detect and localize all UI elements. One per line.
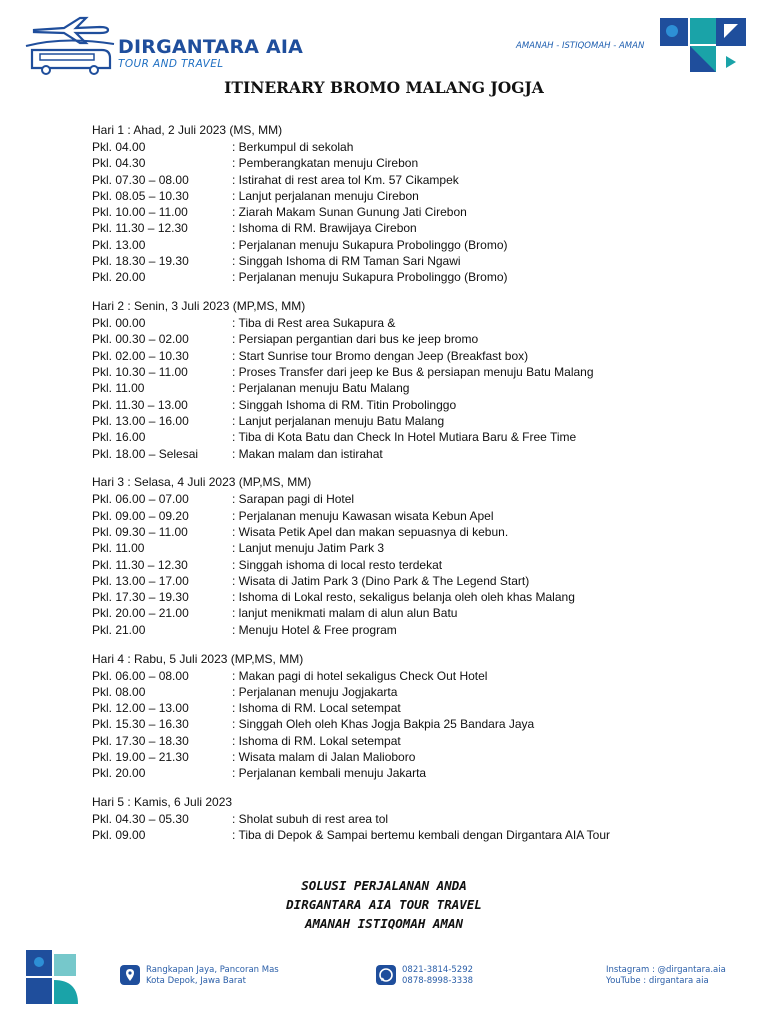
schedule-row	[92, 237, 732, 253]
schedule-row	[92, 573, 732, 589]
brand-subtitle: TOUR AND TRAVEL	[118, 58, 224, 70]
schedule-time: Pkl. 15.30 – 16.30	[92, 717, 189, 732]
page-title: ITINERARY BROMO MALANG JOGJA	[224, 78, 544, 97]
schedule-row	[92, 491, 732, 507]
day-header: Hari 3 : Selasa, 4 Juli 2023 (MP,MS, MM)	[92, 475, 312, 490]
schedule-activity: : Perjalanan menuju Sukapura Probolinggo (Bromo)	[232, 270, 508, 285]
schedule-row	[92, 413, 732, 429]
address-line: Rangkapan Jaya, Pancoran Mas	[146, 965, 279, 975]
day-block	[92, 651, 732, 782]
youtube-handle: YouTube : dirgantara aia	[606, 976, 709, 986]
schedule-time: Pkl. 11.00	[92, 381, 145, 396]
schedule-activity: : Persiapan pergantian dari bus ke jeep bromo	[232, 332, 479, 347]
location-pin-icon	[120, 965, 140, 985]
schedule-row	[92, 765, 732, 781]
schedule-time: Pkl. 13.00 – 16.00	[92, 413, 189, 428]
schedule-activity: : Tiba di Rest area Sukapura &	[232, 316, 396, 331]
footer-address	[146, 965, 279, 987]
footer-phones	[402, 965, 473, 987]
schedule-row	[92, 204, 732, 220]
schedule-row	[92, 364, 732, 380]
schedule-row	[92, 331, 732, 347]
day-block	[92, 122, 732, 286]
closing-statement	[0, 876, 768, 933]
closing-line: AMANAH ISTIQOMAH AMAN	[304, 916, 464, 931]
day-header: Hari 5 : Kamis, 6 Juli 2023	[92, 795, 233, 810]
instagram-handle: Instagram : @dirgantara.aia	[606, 965, 726, 975]
phone-number: 0821-3814-5292	[402, 965, 474, 975]
day-header: Hari 4 : Rabu, 5 Juli 2023 (MP,MS, MM)	[92, 651, 304, 666]
closing-line: SOLUSI PERJALANAN ANDA	[301, 878, 467, 893]
schedule-time: Pkl. 10.00 – 11.00	[92, 205, 188, 220]
schedule-time: Pkl. 13.00 – 17.00	[92, 573, 189, 588]
schedule-activity: : Ishoma di RM. Lokal setempat	[232, 733, 401, 748]
schedule-time: Pkl. 12.00 – 13.00	[92, 701, 189, 716]
schedule-time: Pkl. 04.30 – 05.30	[92, 812, 189, 827]
schedule-row	[92, 380, 732, 396]
schedule-time: Pkl. 17.30 – 19.30	[92, 590, 189, 605]
schedule-time: Pkl. 10.30 – 11.00	[92, 365, 188, 380]
schedule-row	[92, 668, 732, 684]
schedule-time: Pkl. 09.00 – 09.20	[92, 508, 189, 523]
day-block	[92, 298, 732, 462]
schedule-activity: : Makan pagi di hotel sekaligus Check Out Hotel	[232, 668, 488, 683]
schedule-activity: : Pemberangkatan menuju Cirebon	[232, 156, 419, 171]
schedule-time: Pkl. 18.00 – Selesai	[92, 446, 199, 461]
schedule-time: Pkl. 21.00	[92, 622, 146, 637]
schedule-time: Pkl. 00.30 – 02.00	[92, 332, 189, 347]
schedule-activity: : Wisata Petik Apel dan makan sepuasnya di kebun.	[232, 524, 509, 539]
schedule-time: Pkl. 11.30 – 12.30	[92, 557, 188, 572]
schedule-row	[92, 749, 732, 765]
schedule-time: Pkl. 19.00 – 21.30	[92, 750, 189, 764]
schedule-time: Pkl. 17.30 – 18.30	[92, 733, 189, 748]
schedule-time: Pkl. 04.30	[92, 156, 146, 171]
closing-line: DIRGANTARA AIA TOUR TRAVEL	[286, 897, 482, 912]
schedule-activity: : Ishoma di RM. Local setempat	[232, 701, 401, 716]
schedule-activity: : Sholat subuh di rest area tol	[232, 812, 389, 827]
schedule-time: Pkl. 09.00	[92, 828, 146, 843]
schedule-row	[92, 508, 732, 524]
schedule-time: Pkl. 20.00 – 21.00	[92, 606, 189, 621]
schedule-activity: : Tiba di Depok & Sampai bertemu kembali dengan Dirgantara AIA Tour	[232, 828, 610, 843]
schedule-time: Pkl. 06.00 – 08.00	[92, 668, 189, 683]
schedule-time: Pkl. 04.00	[92, 140, 146, 154]
schedule-time: Pkl. 13.00	[92, 237, 146, 252]
schedule-row	[92, 139, 732, 155]
schedule-row	[92, 348, 732, 364]
schedule-activity: : Perjalanan kembali menuju Jakarta	[232, 766, 427, 781]
schedule-row	[92, 253, 732, 269]
day-block	[92, 474, 732, 638]
schedule-activity: : Berkumpul di sekolah	[232, 140, 354, 154]
schedule-activity: : Wisata malam di Jalan Malioboro	[232, 750, 416, 764]
schedule-time: Pkl. 08.00	[92, 684, 146, 699]
schedule-row	[92, 622, 732, 638]
schedule-activity: : Singgah ishoma di local resto terdekat	[232, 557, 443, 572]
schedule-activity: : Perjalanan menuju Sukapura Probolinggo (Bromo)	[232, 237, 508, 252]
schedule-activity: : Menuju Hotel & Free program	[232, 622, 397, 637]
geometric-decoration-icon	[660, 18, 746, 74]
schedule-activity: : lanjut menikmati malam di alun alun Batu	[232, 606, 458, 621]
schedule-activity: : Proses Transfer dari jeep ke Bus & persiapan menuju Batu Malang	[232, 365, 594, 380]
day-header: Hari 2 : Senin, 3 Juli 2023 (MP,MS, MM)	[92, 299, 306, 314]
schedule-activity: : Sarapan pagi di Hotel	[232, 492, 355, 507]
brand-name: DIRGANTARA AIA	[118, 36, 304, 58]
schedule-row	[92, 172, 732, 188]
schedule-row	[92, 827, 732, 843]
schedule-row	[92, 716, 732, 732]
schedule-activity: : Lanjut menuju Jatim Park 3	[232, 541, 385, 556]
schedule-activity: : Ziarah Makam Sunan Gunung Jati Cirebon	[232, 205, 467, 220]
schedule-activity: : Tiba di Kota Batu dan Check In Hotel Mutiara Baru & Free Time	[232, 430, 577, 445]
day-header: Hari 1 : Ahad, 2 Juli 2023 (MS, MM)	[92, 123, 283, 137]
company-logo	[24, 14, 324, 76]
schedule-activity: : Singgah Ishoma di RM. Titin Probolinggo	[232, 397, 457, 412]
schedule-activity: : Perjalanan menuju Jogjakarta	[232, 684, 398, 699]
schedule-row	[92, 269, 732, 285]
schedule-row	[92, 589, 732, 605]
schedule-time: Pkl. 18.30 – 19.30	[92, 254, 189, 269]
schedule-time: Pkl. 08.05 – 10.30	[92, 188, 189, 203]
schedule-time: Pkl. 06.00 – 07.00	[92, 492, 189, 507]
schedule-activity: : Ishoma di RM. Brawijaya Cirebon	[232, 221, 417, 236]
schedule-row	[92, 315, 732, 331]
address-line: Kota Depok, Jawa Barat	[146, 976, 246, 986]
company-tagline: AMANAH - ISTIQOMAH - AMAN	[516, 41, 645, 51]
schedule-row	[92, 446, 732, 462]
airplane-bus-logo-icon	[24, 14, 116, 76]
schedule-time: Pkl. 16.00	[92, 430, 146, 445]
schedule-time: Pkl. 20.00	[92, 270, 146, 285]
schedule-activity: : Makan malam dan istirahat	[232, 446, 383, 461]
itinerary-list	[92, 122, 732, 856]
schedule-activity: : Lanjut perjalanan menuju Batu Malang	[232, 413, 445, 428]
schedule-row	[92, 429, 732, 445]
schedule-time: Pkl. 20.00	[92, 766, 146, 781]
schedule-row	[92, 188, 732, 204]
schedule-time: Pkl. 02.00 – 10.30	[92, 348, 189, 363]
schedule-activity: : Istirahat di rest area tol Km. 57 Cikampek	[232, 172, 459, 187]
schedule-activity: : Start Sunrise tour Bromo dengan Jeep (Breakfast box)	[232, 348, 529, 363]
phone-number: 0878-8998-3338	[402, 976, 474, 986]
day-block	[92, 794, 732, 844]
footer-logo-icon	[26, 950, 82, 1006]
schedule-row	[92, 540, 732, 556]
schedule-row	[92, 524, 732, 540]
schedule-row	[92, 220, 732, 236]
schedule-row	[92, 397, 732, 413]
schedule-time: Pkl. 09.30 – 11.00	[92, 524, 188, 539]
schedule-activity: : Lanjut perjalanan menuju Cirebon	[232, 188, 419, 203]
schedule-row	[92, 811, 732, 827]
schedule-activity: : Perjalanan menuju Batu Malang	[232, 381, 410, 396]
schedule-activity: : Singgah Oleh oleh Khas Jogja Bakpia 25 Bandara Jaya	[232, 717, 535, 732]
schedule-time: Pkl. 07.30 – 08.00	[92, 172, 189, 187]
schedule-time: Pkl. 11.30 – 13.00	[92, 397, 188, 412]
whatsapp-icon	[376, 965, 396, 985]
schedule-activity: : Perjalanan menuju Kawasan wisata Kebun Apel	[232, 508, 494, 523]
schedule-row	[92, 557, 732, 573]
schedule-time: Pkl. 11.00	[92, 541, 145, 556]
schedule-time: Pkl. 00.00	[92, 316, 146, 331]
schedule-row	[92, 155, 732, 171]
schedule-time: Pkl. 11.30 – 12.30	[92, 221, 188, 236]
schedule-activity: : Singgah Ishoma di RM Taman Sari Ngawi	[232, 254, 461, 269]
schedule-row	[92, 733, 732, 749]
schedule-row	[92, 605, 732, 621]
schedule-activity: : Wisata di Jatim Park 3 (Dino Park & The Legend Start)	[232, 573, 530, 588]
schedule-row	[92, 700, 732, 716]
footer-social	[606, 965, 726, 987]
schedule-activity: : Ishoma di Lokal resto, sekaligus belanja oleh oleh khas Malang	[232, 590, 575, 605]
schedule-row	[92, 684, 732, 700]
